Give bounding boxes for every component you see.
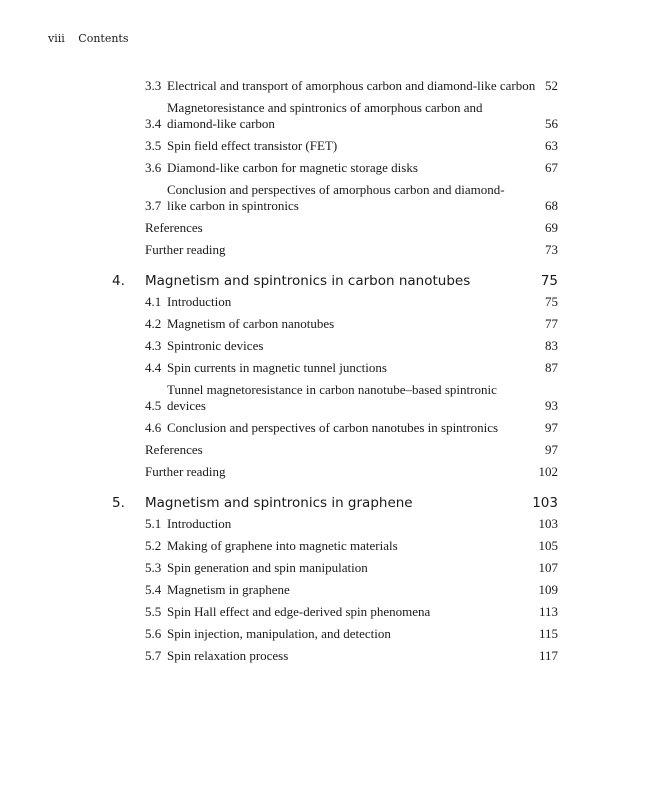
toc-entry-4-1[interactable]	[145, 294, 558, 310]
section-number: 4.1	[145, 294, 162, 309]
toc-entry-3-4[interactable]	[145, 100, 558, 132]
toc-entry-4-3[interactable]	[145, 338, 558, 354]
section-title: Magnetoresistance and spintronics of amorphous carbon and diamond-like carbon	[167, 100, 483, 131]
section-title: Spin field effect transistor (FET)	[167, 138, 338, 153]
toc-entry-5-4[interactable]	[145, 582, 558, 598]
page-number: 67	[545, 160, 558, 175]
section-title: Tunnel magnetoresistance in carbon nanotube–based spintronic devices	[167, 382, 497, 413]
section-number: 4.5	[145, 398, 162, 413]
page-number: 52	[545, 78, 558, 93]
section-number: 3.3	[145, 78, 162, 93]
section-title: Conclusion and perspectives of carbon nanotubes in spintronics	[167, 420, 499, 435]
page-number: 56	[545, 116, 558, 131]
page-number: 102	[538, 464, 558, 479]
toc-entry-5-6[interactable]	[145, 626, 558, 642]
toc-chapter-4[interactable]	[112, 272, 558, 290]
page-number: 75	[545, 294, 558, 309]
toc-entry-5-3[interactable]	[145, 560, 558, 576]
toc-entry-5-1[interactable]	[145, 516, 558, 532]
chapter-title: Magnetism and spintronics in carbon nanotubes	[145, 273, 471, 289]
section-number: 3.7	[145, 198, 162, 213]
references-label: References	[145, 220, 203, 235]
toc-entry-3-7[interactable]	[145, 182, 558, 214]
table-of-contents	[0, 78, 648, 664]
section-number: 5.7	[145, 648, 162, 663]
section-title: Spin relaxation process	[167, 648, 289, 663]
section-title: Magnetism in graphene	[167, 582, 290, 597]
toc-entry-5-5[interactable]	[145, 604, 558, 620]
section-number: 5.2	[145, 538, 162, 553]
page-number: 77	[545, 316, 558, 331]
page-number: 103	[538, 516, 558, 531]
section-title: Spin generation and spin manipulation	[167, 560, 368, 575]
page-number: 109	[538, 582, 558, 597]
page-number: 73	[545, 242, 558, 257]
section-number: 5.3	[145, 560, 162, 575]
section-number: 4.6	[145, 420, 162, 435]
toc-further-reading[interactable]	[145, 242, 558, 258]
section-title: Magnetism of carbon nanotubes	[167, 316, 335, 331]
section-title: Conclusion and perspectives of amorphous carbon and diamond-like carbon in spintronics	[167, 182, 505, 213]
toc-entry-3-6[interactable]	[145, 160, 558, 176]
page-folio: viii	[48, 32, 65, 45]
section-number: 3.6	[145, 160, 162, 175]
page-number: 63	[545, 138, 558, 153]
section-number: 4.3	[145, 338, 162, 353]
toc-chapter-5[interactable]	[112, 494, 558, 512]
toc-entry-5-7[interactable]	[145, 648, 558, 664]
page-number: 87	[545, 360, 558, 375]
page-number: 97	[545, 442, 558, 457]
page-number: 113	[538, 604, 558, 619]
page-number: 83	[545, 338, 558, 353]
section-number: 3.5	[145, 138, 162, 153]
toc-entry-5-2[interactable]	[145, 538, 558, 554]
section-title: Electrical and transport of amorphous carbon and diamond-like carbon	[167, 78, 536, 93]
section-title: Spintronic devices	[167, 338, 264, 353]
section-title: Spin Hall effect and edge-derived spin phenomena	[167, 604, 431, 619]
section-title: Diamond-like carbon for magnetic storage disks	[167, 160, 418, 175]
section-number: 5.5	[145, 604, 162, 619]
running-head	[48, 32, 129, 45]
toc-entry-4-2[interactable]	[145, 316, 558, 332]
page-number: 93	[545, 398, 558, 413]
chapter-number: 5.	[112, 495, 125, 511]
section-title: Introduction	[167, 294, 232, 309]
toc-entry-4-6[interactable]	[145, 420, 558, 436]
section-number: 3.4	[145, 116, 162, 131]
toc-references[interactable]	[145, 442, 558, 458]
page-number: 107	[538, 560, 558, 575]
section-number: 5.4	[145, 582, 162, 597]
section-title: Spin currents in magnetic tunnel junctions	[167, 360, 387, 375]
section-title: Introduction	[167, 516, 232, 531]
chapter-title: Magnetism and spintronics in graphene	[145, 495, 413, 511]
section-number: 5.6	[145, 626, 162, 641]
section-number: 4.4	[145, 360, 162, 375]
further-reading-label: Further reading	[145, 242, 226, 257]
page-number: 105	[538, 538, 558, 553]
chapter-number: 4.	[112, 273, 125, 289]
section-number: 5.1	[145, 516, 162, 531]
section-title: Spin injection, manipulation, and detection	[167, 626, 391, 641]
section-number: 4.2	[145, 316, 162, 331]
toc-entry-4-4[interactable]	[145, 360, 558, 376]
toc-further-reading[interactable]	[145, 464, 558, 480]
toc-entry-3-3[interactable]	[145, 78, 558, 94]
page-number: 75	[540, 273, 558, 289]
page-number: 115	[538, 626, 558, 641]
running-head-label: Contents	[78, 32, 129, 45]
page-number: 97	[545, 420, 558, 435]
page-number: 103	[532, 495, 558, 511]
references-label: References	[145, 442, 203, 457]
page-number: 69	[545, 220, 558, 235]
page-number: 117	[538, 648, 558, 663]
toc-entry-4-5[interactable]	[145, 382, 558, 414]
page-number: 68	[545, 198, 558, 213]
toc-references[interactable]	[145, 220, 558, 236]
section-title: Making of graphene into magnetic materials	[167, 538, 398, 553]
toc-entry-3-5[interactable]	[145, 138, 558, 154]
further-reading-label: Further reading	[145, 464, 226, 479]
